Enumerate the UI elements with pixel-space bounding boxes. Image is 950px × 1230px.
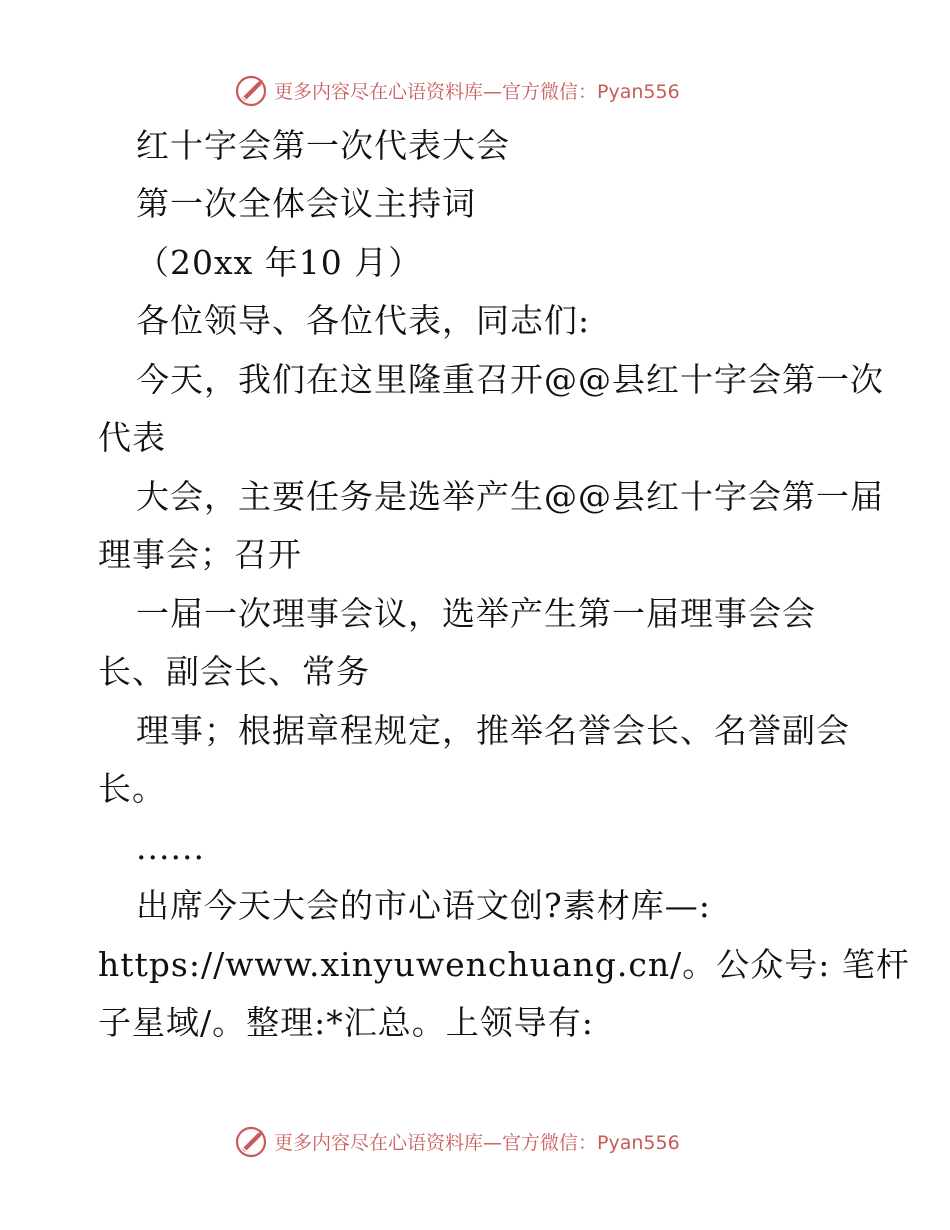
paragraph-line: 今天，我们在这里隆重召开@@县红十字会第一次	[136, 360, 884, 399]
pen-logo-icon	[234, 72, 270, 108]
title-line-2: 第一次全体会议主持词	[136, 184, 476, 223]
paragraph-line: 长、副会长、常务	[98, 652, 370, 691]
salutation-line: 各位领导、各位代表，同志们:	[136, 301, 591, 340]
watermark-header	[234, 70, 680, 110]
paragraph-line: 大会，主要任务是选举产生@@县红十字会第一届	[136, 477, 884, 516]
watermark-text: 更多内容尽在心语资料库—官方微信：Pyan556	[274, 80, 680, 103]
paragraph-line: 出席今天大会的市心语文创?素材库—:	[136, 886, 711, 925]
watermark-text: 更多内容尽在心语资料库—官方微信：Pyan556	[274, 1131, 680, 1154]
title-line-1: 红十字会第一次代表大会	[136, 126, 510, 165]
paragraph-line: 代表	[98, 418, 166, 457]
date-line: （20xx 年10 月）	[136, 243, 423, 282]
paragraph-line: 子星域/。整理:*汇总。上领导有:	[98, 1003, 594, 1042]
ellipsis-line: ......	[136, 828, 205, 867]
paragraph-line: 理事；根据章程规定，推举名誉会长、名誉副会	[136, 711, 850, 750]
paragraph-line: 理事会；召开	[98, 535, 302, 574]
paragraph-line: 长。	[98, 769, 166, 808]
watermark-footer	[234, 1121, 680, 1161]
pen-logo-icon	[234, 1123, 270, 1159]
paragraph-line: https://www.xinyuwenchuang.cn/。公众号: 笔杆	[98, 945, 910, 984]
paragraph-line: 一届一次理事会议，选举产生第一届理事会会	[136, 594, 816, 633]
